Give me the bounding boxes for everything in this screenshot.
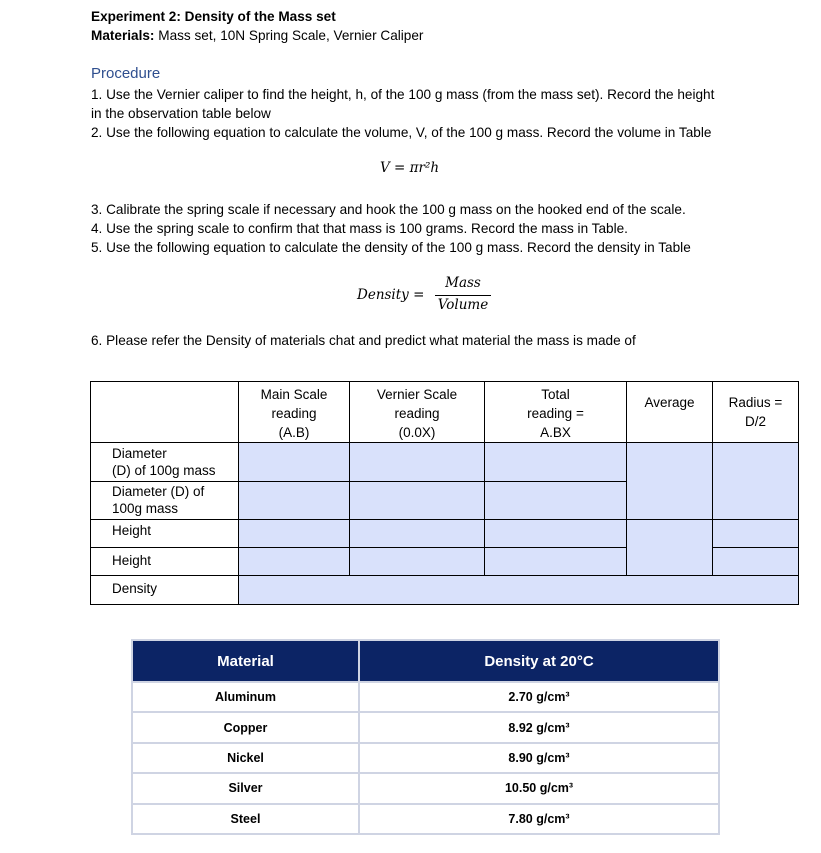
cell-diameter1-vernier[interactable]	[350, 443, 485, 482]
procedure-heading: Procedure	[91, 65, 161, 82]
experiment-title: Experiment 2: Density of the Mass set	[91, 9, 336, 24]
cell-height1-main[interactable]	[239, 520, 350, 548]
density-equation-lhs: Density =	[357, 287, 425, 303]
step-1: 1. Use the Vernier caliper to find the height, h, of the 100 g mass (from the mass set). Record the height	[91, 87, 715, 102]
material-density: 8.90 g/cm³	[359, 743, 719, 773]
materials-label: Materials:	[91, 28, 155, 43]
step-3: 3. Calibrate the spring scale if necessary and hook the 100 g mass on the hooked end of the scale.	[91, 202, 686, 217]
header-material: Material	[132, 640, 359, 682]
cell-height1-vernier[interactable]	[350, 520, 485, 548]
row-label-diameter-2: Diameter (D) of 100g mass	[91, 482, 239, 520]
row-label-height-2: Height	[91, 548, 239, 576]
density-numerator: Mass	[445, 275, 481, 291]
materials-density-table	[131, 639, 720, 835]
table-row	[132, 682, 719, 712]
cell-height1-total[interactable]	[485, 520, 627, 548]
row-label-height-1: Height	[91, 520, 239, 548]
cell-diameter1-main[interactable]	[239, 443, 350, 482]
header-vernier-scale: Vernier Scale reading (0.0X)	[350, 382, 485, 443]
header-main-scale: Main Scale reading (A.B)	[239, 382, 350, 443]
cell-height2-vernier[interactable]	[350, 548, 485, 576]
cell-diameter2-total[interactable]	[485, 482, 627, 520]
cell-density[interactable]	[239, 576, 799, 605]
materials-line	[91, 28, 423, 43]
materials-text: Mass set, 10N Spring Scale, Vernier Caliper	[158, 28, 424, 43]
material-name: Silver	[132, 773, 359, 803]
material-name: Steel	[132, 804, 359, 834]
header-density-20c: Density at 20°C	[359, 640, 719, 682]
cell-diameter2-main[interactable]	[239, 482, 350, 520]
cell-height-average[interactable]	[627, 520, 713, 576]
fraction-bar	[435, 295, 491, 296]
material-density: 7.80 g/cm³	[359, 804, 719, 834]
density-denominator: Volume	[437, 297, 489, 313]
cell-radius[interactable]	[713, 443, 799, 520]
table-row	[132, 773, 719, 803]
material-density: 10.50 g/cm³	[359, 773, 719, 803]
material-density: 8.92 g/cm³	[359, 712, 719, 742]
header-empty-cell	[91, 382, 239, 443]
cell-diameter2-vernier[interactable]	[350, 482, 485, 520]
material-name: Copper	[132, 712, 359, 742]
material-name: Nickel	[132, 743, 359, 773]
table-row	[132, 743, 719, 773]
header-total-reading: Total reading = A.BX	[485, 382, 627, 443]
volume-equation: V = πr²h	[380, 160, 440, 176]
table-row	[132, 712, 719, 742]
header-average: Average	[627, 382, 713, 443]
header-radius: Radius = D/2	[713, 382, 799, 443]
row-label-density: Density	[91, 576, 239, 605]
material-name: Aluminum	[132, 682, 359, 712]
cell-height1-extra[interactable]	[713, 520, 799, 548]
step-5: 5. Use the following equation to calculate the density of the 100 g mass. Record the density in Table	[91, 240, 691, 255]
material-density: 2.70 g/cm³	[359, 682, 719, 712]
step-6: 6. Please refer the Density of materials chat and predict what material the mass is made of	[91, 333, 636, 348]
cell-height2-extra[interactable]	[713, 548, 799, 576]
cell-height2-main[interactable]	[239, 548, 350, 576]
step-1-cont: in the observation table below	[91, 106, 271, 121]
step-2: 2. Use the following equation to calculate the volume, V, of the 100 g mass. Record the volume in Table	[91, 125, 712, 140]
cell-diameter-average[interactable]	[627, 443, 713, 520]
table-row	[132, 804, 719, 834]
step-4: 4. Use the spring scale to confirm that that mass is 100 grams. Record the mass in Table.	[91, 221, 628, 236]
cell-diameter1-total[interactable]	[485, 443, 627, 482]
observation-table	[90, 381, 799, 605]
row-label-diameter-1: Diameter (D) of 100g mass	[91, 443, 239, 482]
cell-height2-total[interactable]	[485, 548, 627, 576]
